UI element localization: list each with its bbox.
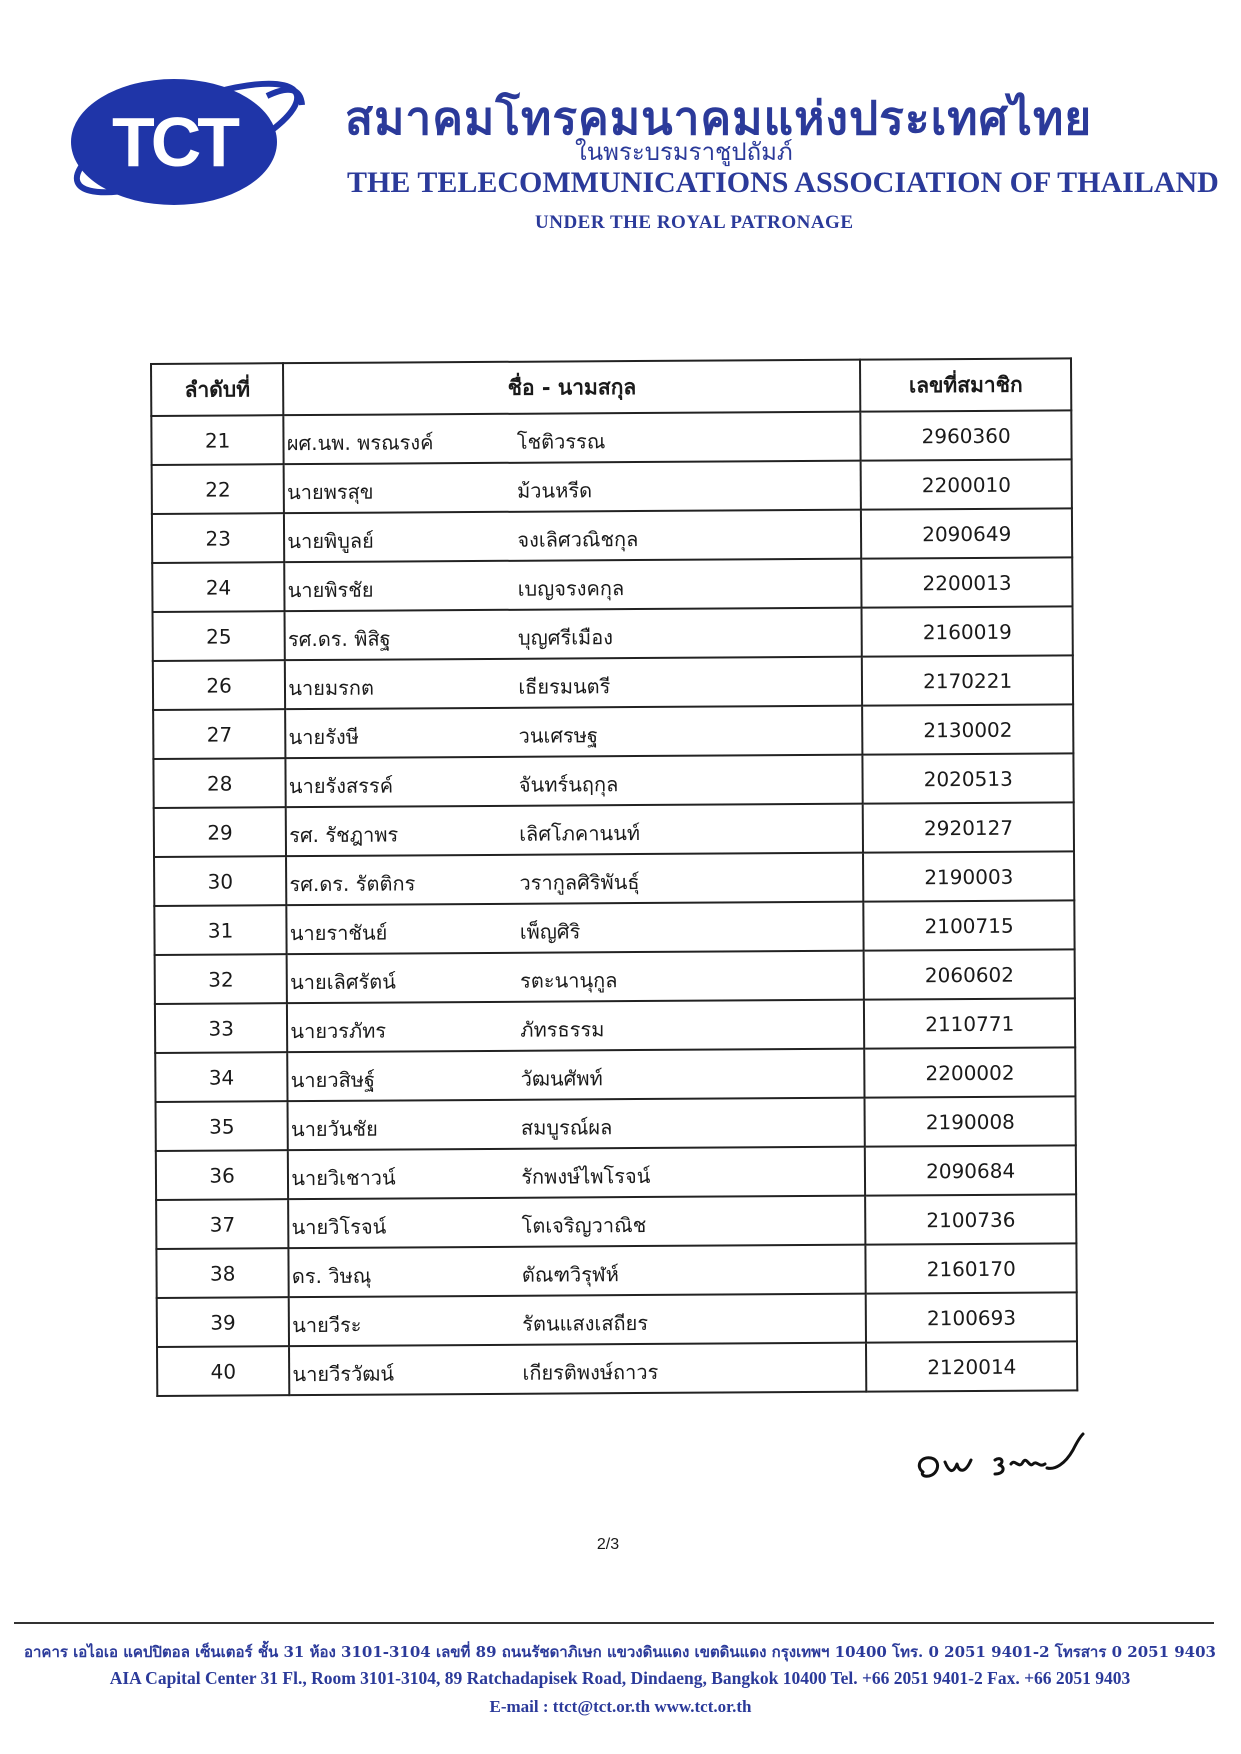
member-surname: วัฒนศัพท์ <box>520 1066 603 1091</box>
member-name-cell <box>288 1196 865 1249</box>
member-id: 2090649 <box>861 508 1072 558</box>
member-name-cell <box>288 1147 865 1200</box>
member-given-name: รศ. รัชฎาพร <box>289 822 399 848</box>
member-name-cell <box>285 706 862 759</box>
member-name-cell <box>289 1343 866 1396</box>
member-surname: รตะนานุกูล <box>520 968 618 993</box>
table-row <box>153 606 1073 661</box>
member-id: 2100736 <box>865 1194 1076 1244</box>
row-number: 35 <box>156 1101 289 1151</box>
row-number: 36 <box>156 1150 289 1200</box>
page-number: 2/3 <box>596 1536 620 1553</box>
table-row <box>156 1096 1076 1151</box>
row-number: 37 <box>156 1199 289 1249</box>
logo-text: TCT <box>111 103 237 181</box>
member-id: 2090684 <box>865 1145 1076 1195</box>
table-row <box>151 410 1071 465</box>
member-id: 2190003 <box>863 851 1074 901</box>
row-number: 26 <box>153 660 286 710</box>
member-name-cell <box>287 1000 864 1053</box>
table-row <box>152 508 1072 563</box>
member-surname: รักพงษ์ไพโรจน์ <box>521 1163 651 1189</box>
member-given-name: นายวีรวัฒน์ <box>292 1361 395 1387</box>
row-number: 21 <box>151 415 284 465</box>
member-rows <box>151 410 1077 1396</box>
member-name-cell <box>285 559 862 612</box>
row-number: 29 <box>154 807 287 857</box>
row-number: 31 <box>154 905 287 955</box>
row-number: 30 <box>154 856 287 906</box>
member-name-cell <box>288 1049 865 1102</box>
table-row <box>154 851 1074 906</box>
member-id: 2100693 <box>866 1292 1077 1342</box>
member-surname: วรากูลศิริพันธุ์ <box>519 870 640 895</box>
member-id: 2130002 <box>862 704 1073 754</box>
table-row <box>153 753 1073 808</box>
column-header-name: ชื่อ - นามสกุล <box>283 360 860 416</box>
member-given-name: ผศ.นพ. พรณรงค์ <box>286 430 434 456</box>
member-surname: ภัทรธรรม <box>520 1017 605 1042</box>
member-surname: สมบูรณ์ผล <box>520 1115 613 1140</box>
org-name-english: THE TELECOMMUNICATIONS ASSOCIATION OF THAILAND <box>347 166 1219 199</box>
row-number: 24 <box>152 562 285 612</box>
member-name-cell <box>286 804 863 857</box>
column-header-member-id: เลขที่สมาชิก <box>860 358 1071 411</box>
table-row <box>156 1194 1076 1249</box>
member-given-name: นายเลิศรัตน์ <box>290 969 396 995</box>
table-row <box>155 998 1075 1053</box>
member-given-name: นายวิเชาวน์ <box>291 1165 396 1191</box>
member-name-cell <box>289 1245 866 1298</box>
signature-icon <box>905 1430 1105 1500</box>
member-surname: เบญจรงคกุล <box>517 576 625 601</box>
member-surname: รัตนแสงเสถียร <box>522 1310 649 1336</box>
member-id: 2060602 <box>864 949 1075 999</box>
member-name-cell <box>287 902 864 955</box>
patronage-english: UNDER THE ROYAL PATRONAGE <box>535 212 854 233</box>
org-name-thai: สมาคมโทรคมนาคมแห่งประเทศไทย <box>345 91 1093 145</box>
member-given-name: รศ.ดร. รัตติกร <box>289 871 416 897</box>
row-number: 22 <box>152 464 285 514</box>
member-surname: โชติวรรณ <box>516 429 606 454</box>
member-given-name: นายวรภัทร <box>290 1018 387 1044</box>
member-id: 2100715 <box>864 900 1075 950</box>
member-name-cell <box>287 951 864 1004</box>
member-surname: เลิศโภคานนท์ <box>519 821 641 846</box>
member-surname: ม้วนหรีด <box>517 478 593 503</box>
member-surname: โตเจริญวาณิช <box>521 1212 647 1238</box>
patronage-thai: ในพระบรมราชูปถัมภ์ <box>575 138 793 166</box>
member-name-cell <box>284 510 861 563</box>
member-id: 2190008 <box>865 1096 1076 1146</box>
row-number: 33 <box>155 1003 288 1053</box>
member-surname: จันทร์นฤกุล <box>518 772 619 797</box>
footer-divider <box>14 1622 1214 1624</box>
table-row <box>152 557 1072 612</box>
member-id: 2020513 <box>863 753 1074 803</box>
member-given-name: นายรังษี <box>288 724 359 750</box>
row-number: 23 <box>152 513 285 563</box>
member-id: 2920127 <box>863 802 1074 852</box>
row-number: 40 <box>157 1346 290 1396</box>
member-id: 2160170 <box>866 1243 1077 1293</box>
member-surname: ตัณฑวิรุฬห์ <box>521 1262 619 1287</box>
table-row <box>152 459 1072 514</box>
table-row <box>157 1341 1077 1396</box>
member-given-name: นายวสิษฐ์ <box>290 1067 376 1093</box>
footer-contact: E-mail : ttct@tct.or.th www.tct.or.th <box>489 1697 752 1716</box>
member-given-name: นายวีระ <box>292 1312 362 1338</box>
member-id: 2200010 <box>861 459 1072 509</box>
member-given-name: นายราชันย์ <box>289 920 388 946</box>
member-id: 2200013 <box>862 557 1073 607</box>
table-row <box>156 1145 1076 1200</box>
member-name-cell <box>288 1098 865 1151</box>
member-name-cell <box>284 412 861 465</box>
row-number: 38 <box>156 1248 289 1298</box>
member-name-cell <box>286 853 863 906</box>
member-id: 2960360 <box>861 410 1072 460</box>
member-id: 2110771 <box>864 998 1075 1048</box>
table-row <box>157 1292 1077 1347</box>
member-surname: เกียรติพงษ์ถาวร <box>522 1359 659 1385</box>
row-number: 32 <box>155 954 288 1004</box>
member-id: 2200002 <box>865 1047 1076 1097</box>
member-name-cell <box>285 657 862 710</box>
member-name-cell <box>285 608 862 661</box>
member-given-name: นายพิรชัย <box>287 577 374 603</box>
member-given-name: ดร. วิษณุ <box>291 1263 372 1289</box>
member-surname: เธียรมนตรี <box>518 674 611 699</box>
row-number: 39 <box>157 1297 290 1347</box>
table-row <box>154 802 1074 857</box>
tct-logo-icon <box>62 60 312 230</box>
member-given-name: นายพรสุข <box>287 479 374 505</box>
member-id: 2170221 <box>862 655 1073 705</box>
table-row <box>154 900 1074 955</box>
footer-address-english: AIA Capital Center 31 Fl., Room 3101-3104, 89 Ratchadapisek Road, Dindaeng, Bangkok 10400 Tel. +66 2051 9401-2 Fax. +66 2051 9403 <box>109 1668 1131 1688</box>
member-id: 2120014 <box>866 1341 1077 1391</box>
table-row <box>155 1047 1075 1102</box>
footer-address-thai: อาคาร เอไอเอ แคปปิตอล เซ็นเตอร์ ชั้น 31 ห้อง 3101-3104 เลขที่ 89 ถนนรัชดาภิเษก แขวงดินแดง เขตดินแดง กรุงเทพฯ 10400 โทร. 0 2051 9401-2 โทรสาร 0 2051 9403 <box>23 1643 1216 1661</box>
table-header-row <box>151 358 1071 416</box>
member-given-name: รศ.ดร. พิสิฐ <box>287 626 391 652</box>
member-given-name: นายพิบูลย์ <box>287 528 374 554</box>
member-table <box>150 357 1078 1397</box>
table-row <box>153 704 1073 759</box>
row-number: 27 <box>153 709 286 759</box>
table-row <box>156 1243 1076 1298</box>
row-number: 25 <box>153 611 286 661</box>
member-name-cell <box>284 461 861 514</box>
row-number: 34 <box>155 1052 288 1102</box>
member-name-cell <box>289 1294 866 1347</box>
member-name-cell <box>286 755 863 808</box>
member-surname: จงเลิศวณิชกุล <box>517 527 639 552</box>
column-header-no: ลำดับที่ <box>151 363 284 416</box>
member-id: 2160019 <box>862 606 1073 656</box>
member-given-name: นายมรกต <box>288 675 375 701</box>
table-row <box>153 655 1073 710</box>
table-row <box>155 949 1075 1004</box>
member-surname: เพ็ญศิริ <box>519 919 581 944</box>
row-number: 28 <box>153 758 286 808</box>
member-given-name: นายวันชัย <box>290 1116 378 1142</box>
member-given-name: นายรังสรรค์ <box>288 773 394 799</box>
member-given-name: นายวิโรจน์ <box>291 1214 387 1240</box>
member-surname: วนเศรษฐ <box>518 723 599 748</box>
member-surname: บุญศรีเมือง <box>517 625 614 650</box>
